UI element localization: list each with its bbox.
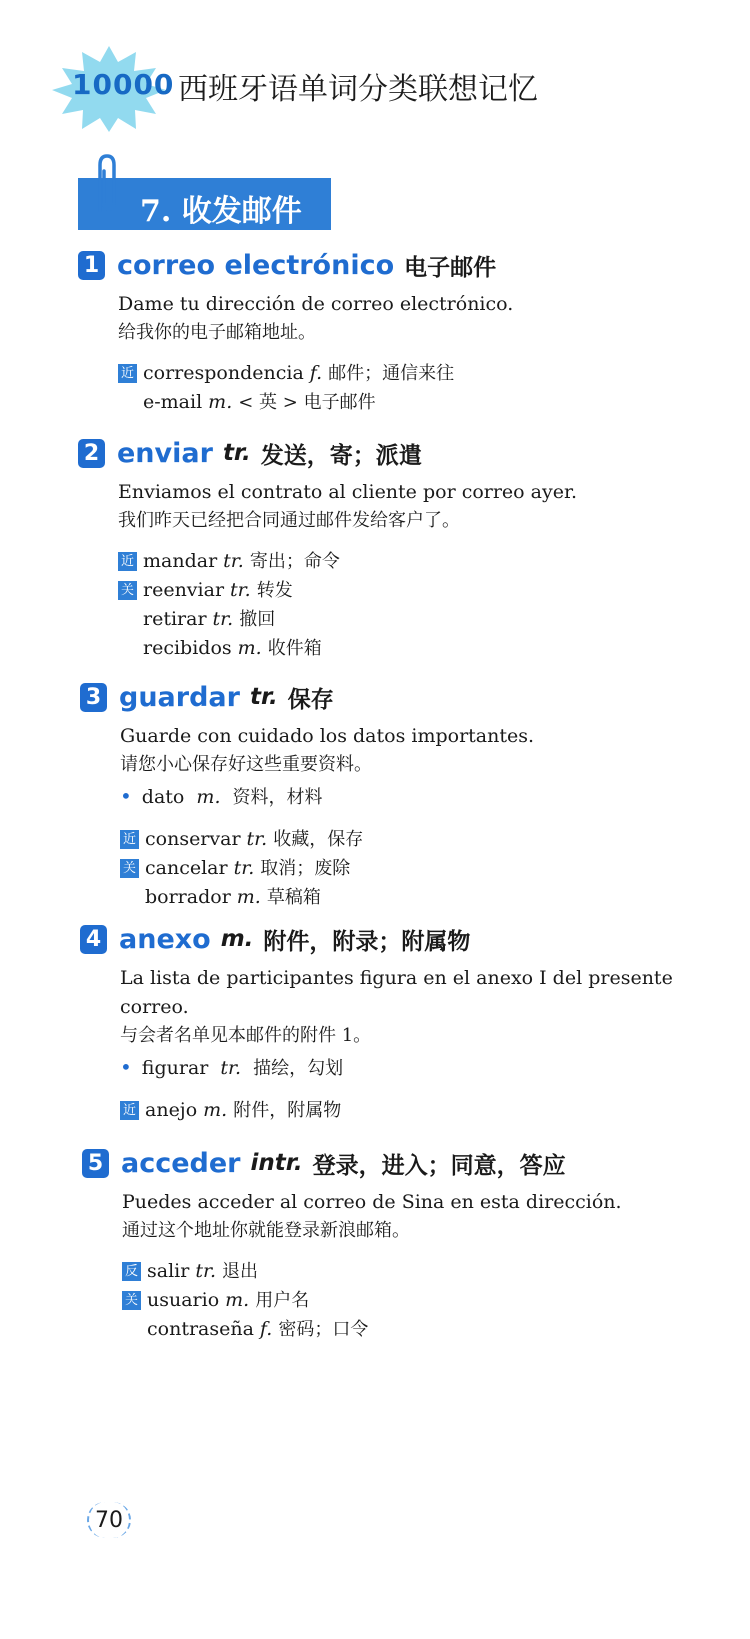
related-row: [120, 825, 680, 854]
headword-pos: tr.: [222, 440, 251, 466]
paperclip-icon: [92, 153, 120, 217]
vocab-entry: [78, 248, 678, 417]
example-chinese: 通过这个地址你就能登录新浪邮箱。: [122, 1220, 410, 1241]
related-word: mandar: [143, 550, 218, 572]
headword-pos: tr.: [249, 684, 278, 710]
related-row: [118, 359, 678, 388]
related-row: [120, 854, 680, 883]
related-word: borrador: [145, 886, 231, 908]
headword-meaning: 附件，附录；附属物: [263, 928, 471, 955]
bullet-word: figurar: [141, 1057, 209, 1079]
related-row: [120, 883, 680, 912]
related-words: [120, 825, 680, 912]
related-word: retirar: [143, 608, 207, 630]
related-row: [122, 1286, 682, 1315]
related-word: contraseña: [147, 1318, 254, 1340]
related-pos: f.: [309, 362, 323, 384]
vocab-entry: [82, 1146, 682, 1344]
related-meaning: < 英 > 电子邮件: [238, 392, 376, 413]
related-word: reenviar: [143, 579, 225, 601]
related-tag: 关: [122, 1291, 141, 1310]
example-chinese: 请您小心保存好这些重要资料。: [120, 754, 372, 775]
related-word: salir: [147, 1260, 190, 1282]
related-words: [118, 547, 678, 663]
related-meaning: 附件，附属物: [233, 1100, 342, 1121]
example-spanish: La lista de participantes figura en el anexo I del presente correo.: [120, 967, 673, 1018]
related-row: [122, 1315, 682, 1344]
related-word: usuario: [147, 1289, 220, 1311]
related-row: [118, 576, 678, 605]
related-pos: m.: [236, 886, 261, 908]
headword-meaning: 保存: [287, 686, 334, 713]
headword-meaning: 登录，进入；同意，答应: [312, 1152, 566, 1179]
related-word: conservar: [145, 828, 241, 850]
related-pos: m.: [203, 1099, 228, 1121]
related-tag: 关: [120, 859, 139, 878]
related-pos: m.: [208, 391, 233, 413]
related-pos: tr.: [233, 857, 255, 879]
related-word: correspondencia: [143, 362, 304, 384]
related-words: [120, 1096, 680, 1125]
bullet-word: dato: [141, 786, 185, 808]
synonym-tag: 近: [120, 830, 139, 849]
bullet-dot-icon: •: [120, 784, 132, 808]
related-row: [118, 634, 678, 663]
example-spanish: Guarde con cuidado los datos importantes.: [120, 725, 535, 747]
headword-pos: intr.: [250, 1150, 303, 1176]
related-word: recibidos: [143, 637, 232, 659]
related-pos: tr.: [195, 1260, 216, 1282]
bullet-pos: m.: [196, 786, 221, 808]
section-title: 7. 收发邮件: [140, 194, 302, 229]
example-chinese: 与会者名单见本邮件的附件 1。: [120, 1025, 372, 1046]
synonym-tag: 近: [120, 1101, 139, 1120]
related-row: [120, 1096, 680, 1125]
related-meaning: 撤回: [239, 609, 276, 630]
entry-number-badge: 3: [80, 683, 107, 712]
related-row: [118, 388, 678, 417]
headword: correo electrónico: [117, 249, 395, 281]
bullet-vocab: [120, 781, 680, 813]
related-row: [118, 605, 678, 634]
related-meaning: 收藏，保存: [273, 829, 364, 850]
entry-number-badge: 5: [82, 1149, 109, 1178]
example-chinese: 我们昨天已经把合同通过邮件发给客户了。: [118, 510, 460, 531]
related-meaning: 密码；口令: [278, 1319, 369, 1340]
entry-number-badge: 2: [78, 439, 105, 468]
example-spanish: Puedes acceder al correo de Sina en esta dirección.: [122, 1191, 622, 1213]
related-pos: m.: [237, 637, 262, 659]
headword: enviar: [117, 437, 213, 469]
vocab-entry: [80, 922, 680, 1125]
related-meaning: 寄出；命令: [249, 551, 340, 572]
vocab-entry: [78, 436, 678, 663]
example-spanish: Dame tu dirección de correo electrónico.: [118, 293, 514, 315]
related-pos: f.: [259, 1318, 273, 1340]
vocab-entry: [80, 680, 680, 912]
headword-meaning: 发送，寄；派遣: [260, 442, 422, 469]
bullet-vocab: [120, 1052, 680, 1084]
bullet-meaning: 资料，材料: [232, 787, 323, 808]
related-words: [122, 1257, 682, 1344]
bullet-meaning: 描绘，勾划: [253, 1058, 344, 1079]
related-row: [122, 1257, 682, 1286]
headword-meaning: 电子邮件: [404, 254, 497, 281]
headword: guardar: [119, 681, 240, 713]
page-number: 70: [87, 1502, 131, 1538]
related-tag: 关: [118, 581, 137, 600]
related-pos: m.: [225, 1289, 250, 1311]
synonym-tag: 近: [118, 364, 137, 383]
example-chinese: 给我你的电子邮箱地址。: [118, 322, 316, 343]
related-meaning: 取消；废除: [260, 858, 351, 879]
related-word: anejo: [145, 1099, 198, 1121]
related-meaning: 退出: [222, 1261, 258, 1282]
headword-pos: m.: [220, 926, 254, 952]
example-spanish: Enviamos el contrato al cliente por correo ayer.: [118, 481, 577, 503]
headword: acceder: [121, 1147, 241, 1179]
related-word: cancelar: [145, 857, 228, 879]
entry-number-badge: 4: [80, 925, 107, 954]
related-row: [118, 547, 678, 576]
bullet-dot-icon: •: [120, 1055, 132, 1079]
entry-number-badge: 1: [78, 251, 105, 280]
antonym-tag: 反: [122, 1262, 141, 1281]
brand-logo: 10000: [72, 68, 175, 101]
related-word: e-mail: [143, 391, 203, 413]
related-pos: tr.: [230, 579, 251, 601]
bullet-pos: tr.: [220, 1057, 242, 1079]
related-words: [118, 359, 678, 417]
related-pos: tr.: [223, 550, 244, 572]
related-meaning: 转发: [256, 580, 293, 601]
related-meaning: 邮件；通信来往: [328, 363, 455, 384]
headword: anexo: [119, 923, 211, 955]
related-meaning: 草稿箱: [266, 887, 321, 908]
book-title: 西班牙语单词分类联想记忆: [178, 72, 538, 107]
synonym-tag: 近: [118, 552, 137, 571]
related-pos: tr.: [246, 828, 268, 850]
related-meaning: 收件箱: [267, 638, 322, 659]
related-pos: tr.: [212, 608, 234, 630]
related-meaning: 用户名: [255, 1290, 310, 1311]
